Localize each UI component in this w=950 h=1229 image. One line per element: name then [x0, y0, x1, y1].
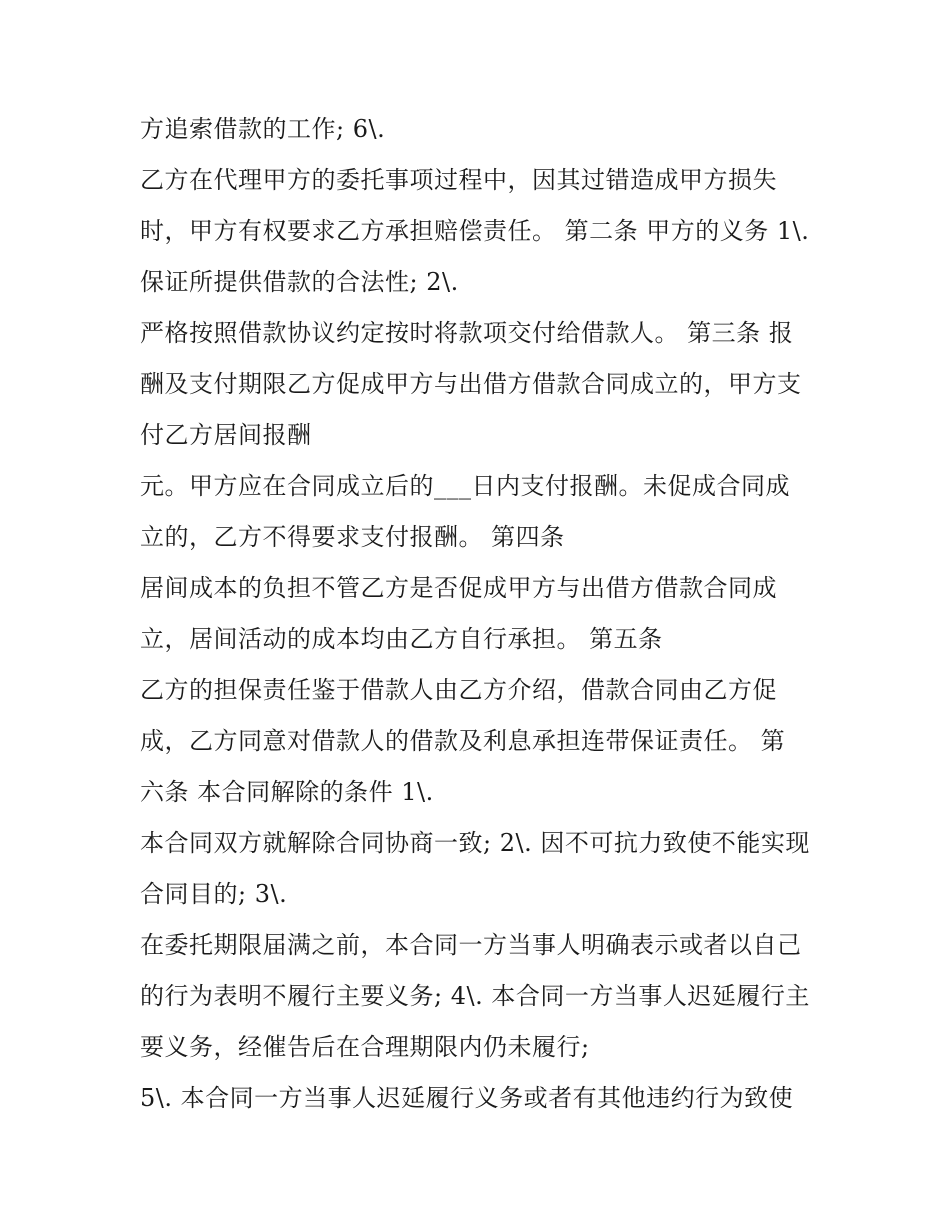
text-line: 合同目的; 3\. — [140, 880, 288, 908]
text-line: 方追索借款的工作; 6\. — [140, 115, 386, 143]
text-line: 乙方的担保责任鉴于借款人由乙方介绍，借款合同由乙方促 — [140, 676, 777, 704]
text-line: 要义务，经催告后在合理期限内仍未履行; — [140, 1033, 590, 1061]
text-line: 立，居间活动的成本均由乙方自行承担。 第五条 — [140, 625, 663, 653]
text-line: 在委托期限届满之前，本合同一方当事人明确表示或者以自己 — [140, 931, 802, 959]
text-line: 5\. 本合同一方当事人迟延履行义务或者有其他违约行为致使 — [140, 1084, 794, 1112]
text-line: 乙方在代理甲方的委托事项过程中，因其过错造成甲方损失 — [140, 166, 777, 194]
text-line: 酬及支付期限乙方促成甲方与出借方借款合同成立的，甲方支 — [140, 370, 802, 398]
text-line: 严格按照借款协议约定按时将款项交付给借款人。 第三条 报 — [140, 319, 794, 347]
text-line: 成，乙方同意对借款人的借款及利息承担连带保证责任。 第 — [140, 727, 786, 755]
text-line: 六条 本合同解除的条件 1\. — [140, 778, 434, 806]
text-line: 时，甲方有权要求乙方承担赔偿责任。 第二条 甲方的义务 1\. — [140, 217, 810, 245]
text-line: 付乙方居间报酬 — [140, 421, 312, 449]
text-line: 本合同双方就解除合同协商一致; 2\. 因不可抗力致使不能实现 — [140, 829, 810, 857]
text-line: 保证所提供借款的合法性; 2\. — [140, 268, 459, 296]
text-line: 元。甲方应在合同成立后的___日内支付报酬。未促成合同成 — [140, 472, 790, 500]
text-line: 的行为表明不履行主要义务; 4\. 本合同一方当事人迟延履行主 — [140, 982, 810, 1010]
text-line: 立的，乙方不得要求支付报酬。 第四条 — [140, 523, 565, 551]
text-line: 居间成本的负担不管乙方是否促成甲方与出借方借款合同成 — [140, 574, 777, 602]
